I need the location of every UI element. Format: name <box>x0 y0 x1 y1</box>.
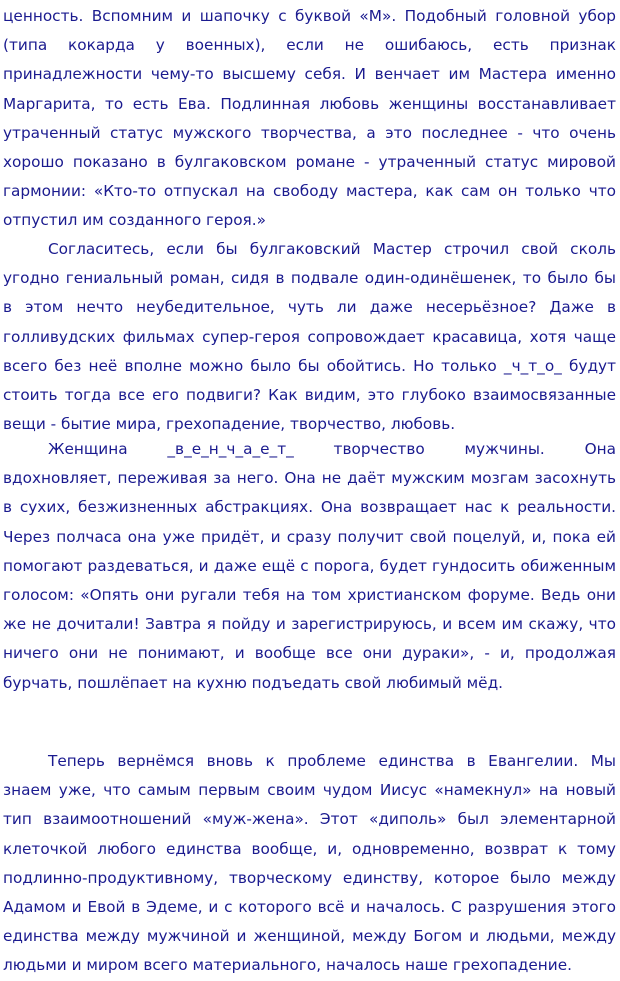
text-line: утраченный статус мужского творчества, а это последнее - что очень <box>3 123 616 142</box>
text-line: ценность. Вспомним и шапочку с буквой «М». Подобный головной убор <box>3 7 616 25</box>
text-line: в этом нечто неубедительное, чуть ли даже несерьёзное? Даже в <box>3 298 616 317</box>
text-line: тип взаимоотношений «муж-жена». Этот «диполь» был элементарной <box>3 810 616 829</box>
text-line: голосом: «Опять они ругали тебя на том христианском форуме. Ведь они <box>3 585 616 604</box>
paragraph-1 <box>3 2 616 236</box>
text-line: отпустил им созданного героя.» <box>3 211 266 230</box>
text-line: Адамом и Евой в Эдеме, и с которого всё и началось. С разрушения этого <box>3 897 616 916</box>
text-line: помогают раздеваться, и даже ещё с порога, будет гундосить обиженным <box>3 556 616 575</box>
paragraph-2 <box>3 235 616 439</box>
text-line: принадлежности чему-то высшему себя. И венчает им Мастера именно <box>3 65 616 84</box>
text-line: знаем уже, что самым первым своим чудом Иисус «намекнул» на новый <box>3 781 616 800</box>
text-line: стоить тогда все его подвиги? Как видим, это глубоко взаимосвязанные <box>3 385 616 404</box>
text-line: клеточкой любого единства вообще, и, одновременно, возврат к тому <box>3 839 616 858</box>
text-line: единства между мужчиной и женщиной, между Богом и людьми, между <box>3 927 616 946</box>
text-line: подлинно-продуктивному, творческому единству, которое было между <box>3 868 616 887</box>
text-line: ничего они не понимают, и вообще все они дураки», - и, продолжая <box>3 644 616 663</box>
paragraph-3 <box>3 435 616 698</box>
text-line: хорошо показано в булгаковском романе - утраченный статус мировой <box>3 152 616 171</box>
text-line: людьми и миром всего материального, началось наше грехопадение. <box>3 956 572 975</box>
text-line: вещи - бытие мира, грехопадение, творчество, любовь. <box>3 415 456 434</box>
text-line: Женщина _в_е_н_ч_а_е_т_ творчество мужчины. Она <box>48 440 616 458</box>
text-line: всего без неё вполне можно было бы обойтись. Но только _ч_т_о_ будут <box>3 356 616 375</box>
text-line: Маргарита, то есть Ева. Подлинная любовь женщины восстанавливает <box>3 94 616 113</box>
text-line: вдохновляет, переживая за него. Она не даёт мужским мозгам засохнуть <box>3 469 616 488</box>
text-line: (типа кокарда у военных), если не ошибаюсь, есть признак <box>3 36 616 55</box>
text-line: же не дочитали! Завтра я пойду и зарегистрируюсь, и всем им скажу, что <box>3 615 616 634</box>
paragraph-4 <box>3 747 616 981</box>
text-line: Теперь вернёмся вновь к проблеме единства в Евангелии. Мы <box>48 752 616 770</box>
text-line: Через полчаса она уже придёт, и сразу получит свой поцелуй, и, пока ей <box>3 527 616 546</box>
text-line: Согласитесь, если бы булгаковский Мастер строчил свой сколь <box>48 240 616 258</box>
text-line: в сухих, безжизненных абстракциях. Она возвращает нас к реальности. <box>3 498 616 517</box>
text-line: гармонии: «Кто-то отпускал на свободу мастера, как сам он только что <box>3 182 616 201</box>
text-line: голливудских фильмах супер-героя сопровождает красавица, хотя чаще <box>3 327 616 346</box>
text-line: угодно гениальный роман, сидя в подвале один-одинёшенек, то было бы <box>3 269 616 288</box>
text-line: бурчать, пошлёпает на кухню подъедать свой любимый мёд. <box>3 673 504 692</box>
